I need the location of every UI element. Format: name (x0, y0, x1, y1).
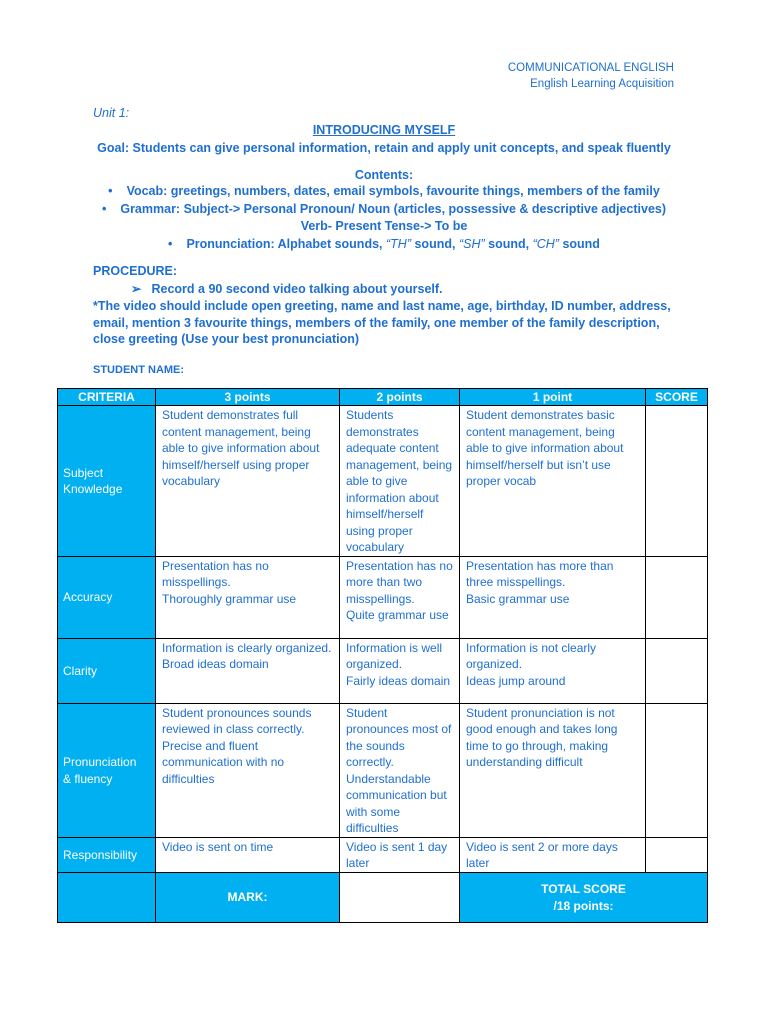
criteria-text: Subject Knowledge (63, 465, 123, 497)
mark-label: MARK: (227, 890, 268, 905)
pron-th: “TH” (386, 237, 411, 251)
cell-1-point (460, 638, 646, 703)
cell-text: Student demonstrates basic content management, being able to give information about himself/herself but isn’t use proper vocab (466, 408, 624, 488)
pron-sound-1: sound, (414, 237, 456, 251)
cell-text: Video is sent on time (162, 839, 274, 854)
criteria-text: Responsibility (63, 847, 138, 862)
cell-3-points (156, 638, 340, 703)
procedure-item-text: Record a 90 second video talking about yourself. (151, 282, 443, 296)
cell-text: Student pronunciation is not good enough and takes long time to go through, making understanding difficult (466, 705, 618, 769)
cell-2-points (340, 837, 460, 872)
score-cell[interactable] (646, 406, 708, 557)
cell-text: Student demonstrates full content management, being able to give information about himself/herself using proper vocabulary (162, 408, 320, 488)
cell-text: Presentation has more than three misspellings. Basic grammar use (466, 558, 614, 606)
mark-value-cell[interactable] (340, 872, 460, 922)
cell-text: Information is not clearly organized. Ideas jump around (466, 640, 597, 688)
table-row (58, 638, 708, 703)
cell-1-point (460, 406, 646, 557)
cell-2-points (340, 638, 460, 703)
pron-prefix: Pronunciation: Alphabet sounds, (186, 237, 383, 251)
cell-3-points (156, 703, 340, 837)
course-subtitle: English Learning Acquisition (530, 78, 674, 90)
pron-sound-3: sound (562, 237, 600, 251)
table-row (58, 556, 708, 638)
cell-2-points (340, 556, 460, 638)
header-2-points: 2 points (340, 389, 460, 406)
criteria-cell (58, 638, 156, 703)
cell-2-points (340, 703, 460, 837)
cell-text: Information is well organized. Fairly ideas domain (346, 640, 451, 688)
criteria-cell (58, 406, 156, 557)
cell-text: Presentation has no misspellings. Thoroughly grammar use (162, 558, 297, 606)
table-row (58, 837, 708, 872)
cell-3-points (156, 837, 340, 872)
grammar-cont-text: Verb- Present Tense-> To be (300, 219, 468, 233)
cell-2-points (340, 406, 460, 557)
contents-vocab-item (0, 184, 768, 198)
cell-text: Video is sent 1 day later (346, 839, 448, 870)
score-cell[interactable] (646, 703, 708, 837)
student-name-label: STUDENT NAME: (93, 364, 185, 376)
bullet-icon: • (101, 202, 107, 216)
document-header (508, 60, 674, 92)
unit-label: Unit 1: (93, 106, 130, 120)
footer-blank-cell (58, 872, 156, 922)
cell-text: Student pronounces sounds reviewed in class correctly. Precise and fluent communication with no difficulties (162, 705, 312, 786)
criteria-cell (58, 556, 156, 638)
goal-text: Goal: Students can give personal information, retain and apply unit concepts, and speak fluently (97, 141, 671, 155)
cell-text: Student pronounces most of the sounds correctly. Understandable communication but with some difficulties (346, 705, 452, 835)
bullet-icon: • (168, 237, 173, 251)
table-footer-row (58, 872, 708, 922)
criteria-text: Clarity (63, 663, 98, 678)
procedure-item (131, 281, 443, 296)
pron-sound-2: sound, (488, 237, 530, 251)
page-title: INTRODUCING MYSELF (312, 123, 456, 137)
cell-text: Students demonstrates adequate content management, being able to give information about himself/herself using proper vocabulary (346, 408, 453, 554)
bullet-icon: • (108, 184, 113, 198)
cell-3-points (156, 406, 340, 557)
header-3-points: 3 points (156, 389, 340, 406)
score-cell[interactable] (646, 638, 708, 703)
cell-3-points (156, 556, 340, 638)
criteria-cell (58, 703, 156, 837)
score-cell[interactable] (646, 556, 708, 638)
total-score-cell (460, 872, 708, 922)
criteria-text: Accuracy (63, 590, 113, 605)
arrow-bullet-icon: ➢ (131, 282, 142, 296)
course-name: COMMUNICATIONAL ENGLISH (507, 62, 674, 74)
pron-ch: “CH” (532, 237, 559, 251)
contents-pronunciation-item (0, 237, 768, 251)
header-1-point: 1 point (460, 389, 646, 406)
criteria-cell (58, 837, 156, 872)
cell-1-point (460, 703, 646, 837)
procedure-note: *The video should include open greeting, name and last name, age, birthday, ID number, address, email, mention 3 favourite things, members of the family, one member of the family description, close greeting (Use your best pronunciation) (93, 299, 671, 346)
cell-text: Information is clearly organized. Broad ideas domain (162, 640, 332, 671)
cell-1-point (460, 837, 646, 872)
header-score: SCORE (646, 389, 708, 406)
grammar-text: Grammar: Subject-> Personal Pronoun/ Noun (articles, possessive & descriptive adjectives) (120, 202, 667, 216)
cell-text: Presentation has no more than two misspellings. Quite grammar use (346, 558, 453, 622)
rubric-table (57, 388, 708, 923)
score-cell[interactable] (646, 837, 708, 872)
header-criteria: CRITERIA (58, 389, 156, 406)
mark-label-cell (156, 872, 340, 922)
table-row (58, 406, 708, 557)
table-row (58, 703, 708, 837)
total-score-label: TOTAL SCORE /18 points: (541, 882, 626, 913)
cell-1-point (460, 556, 646, 638)
procedure-heading: PROCEDURE: (93, 264, 178, 278)
pron-sh: “SH” (458, 237, 485, 251)
contents-grammar-continued (0, 219, 768, 233)
cell-text: Video is sent 2 or more days later (466, 839, 618, 870)
table-header-row (58, 389, 708, 406)
contents-grammar-item (0, 202, 768, 216)
criteria-text: Pronunciation & fluency (63, 755, 137, 786)
vocab-text: Vocab: greetings, numbers, dates, email symbols, favourite things, members of the family (126, 184, 660, 198)
contents-heading: Contents: (354, 168, 414, 182)
